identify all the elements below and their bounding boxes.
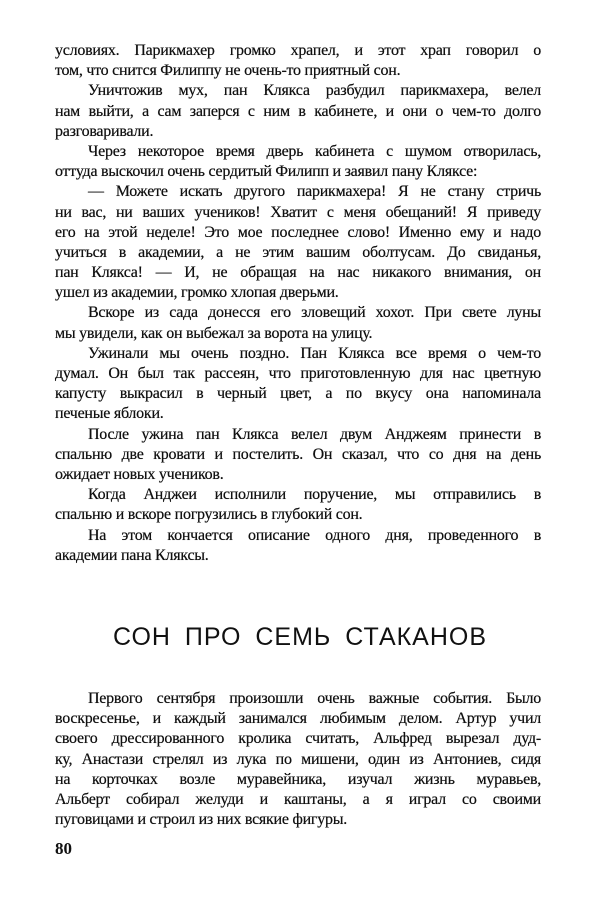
text-line: спальню две кровати и постелить. Он сказал, что со дня на день: [55, 445, 541, 463]
text-line: Первого сентября произошли очень важные события. Было: [88, 690, 541, 707]
text-line: спальню и вскоре погрузились в глубокий сон.: [55, 506, 363, 524]
text-line: академии пана Кляксы.: [55, 546, 209, 564]
text-line: Альберт собирал желуди и каштаны, а я играл со своими: [55, 790, 541, 808]
paragraph: [55, 81, 541, 142]
paragraph: [55, 142, 541, 182]
text-line: печеные яблоки.: [55, 405, 164, 423]
paragraph: [55, 41, 541, 81]
paragraph: [55, 526, 541, 566]
text-line: ни вас, ни ваших учеников! Хватит с меня обещаний! Я приведу: [55, 203, 541, 221]
text-line: своего дрессированного кролика считать, Альфред вырезал дуд-: [55, 730, 541, 748]
text-line: учиться в академии, а не этим вашим оболтусам. До свиданья,: [55, 243, 541, 261]
text-line: пан Клякса! — И, не обращая на нас никакого внимания, он: [55, 264, 541, 282]
paragraph: [55, 425, 541, 486]
text-line: Ужинали мы очень поздно. Пан Клякса все время о чем-то: [88, 344, 541, 362]
text-line: Когда Анджеи исполнили поручение, мы отправились в: [88, 486, 541, 504]
text-line: Уничтожив мух, пан Клякса разбудил парикмахера, велел: [88, 82, 541, 100]
text-line: капусту выкрасил в черный цвет, а по вкусу она напоминала: [55, 385, 541, 403]
text-line: том, что снится Филиппу не очень-то приятный сон.: [55, 62, 401, 80]
paragraph: [55, 303, 541, 343]
text-line: думал. Он был так рассеян, что приготовленную для нас цветную: [55, 365, 541, 382]
text-line: его на этой неделе! Это мое последнее слово! Именно ему и надо: [55, 223, 541, 241]
paragraph: [55, 485, 541, 525]
page-number: 80: [55, 839, 72, 858]
paragraph: [55, 689, 541, 830]
text-line: Вскоре из сада донесся его зловещий хохот. При свете луны: [88, 304, 541, 322]
text-line: — Можете искать другого парикмахера! Я не стану стричь: [88, 183, 541, 201]
text-line: мы увидели, как он выбежал за ворота на улицу.: [55, 324, 373, 342]
text-line: нам выйти, а сам заперся с ним в кабинете, и они о чем-то долго: [55, 102, 541, 120]
paragraph: [55, 344, 541, 425]
text-line: ку, Анастази стрелял из лука по мишени, один из Антониев, сидя: [55, 750, 541, 768]
text-line: условиях. Парикмахер громко храпел, и этот храп говорил о: [55, 42, 541, 59]
text-line: Через некоторое время дверь кабинета с шумом отворилась,: [88, 142, 541, 160]
text-line: разговаривали.: [55, 122, 154, 140]
text-line: воскресенье, и каждый занимался любимым делом. Артур учил: [55, 710, 541, 728]
text-block-top: [55, 41, 541, 566]
paragraph: [55, 182, 541, 303]
text-line: на корточках возле муравейника, изучал жизнь муравьев,: [55, 770, 541, 788]
chapter-title: СОН ПРО СЕМЬ СТАКАНОВ: [112, 623, 488, 651]
text-line: После ужина пан Клякса велел двум Анджеям принести в: [88, 425, 541, 443]
text-line: ожидает новых учеников.: [55, 465, 224, 483]
text-block-bottom: [55, 689, 541, 830]
text-line: пуговицами и строил из них всякие фигуры.: [55, 811, 347, 829]
text-line: ушел из академии, громко хлопая дверьми.: [55, 284, 339, 302]
text-line: оттуда выскочил очень сердитый Филипп и заявил пану Кляксе:: [55, 163, 478, 181]
text-line: На этом кончается описание одного дня, проведенного в: [88, 526, 541, 544]
